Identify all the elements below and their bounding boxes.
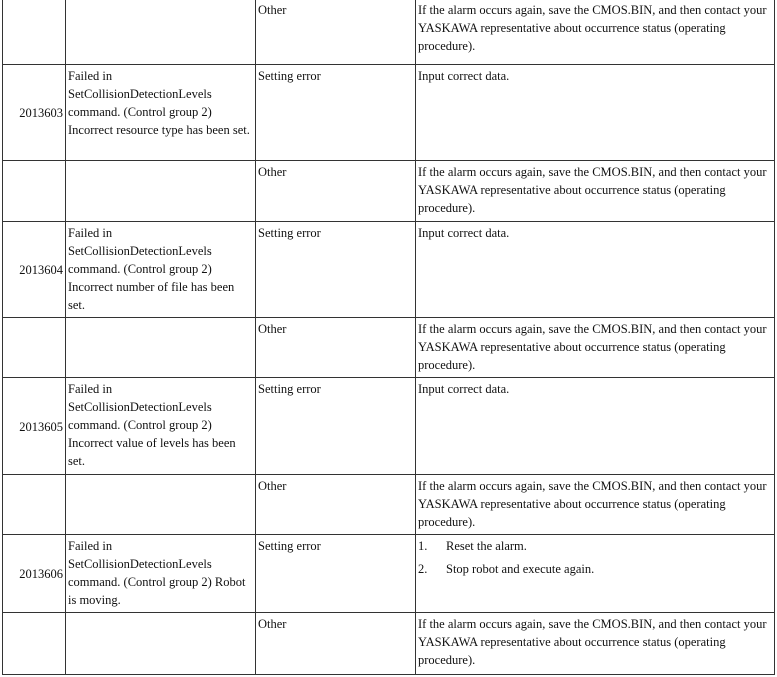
alarm-cause: Other (256, 318, 416, 378)
step-number: 2. (418, 562, 428, 576)
alarm-cause: Other (256, 613, 416, 675)
alarm-code: 2013606 (3, 535, 66, 613)
alarm-code (3, 475, 66, 535)
table-row (3, 161, 775, 222)
alarm-description: Failed in SetCollisionDetectionLevels command. (Control group 2) Incorrect value of levels has been set. (66, 378, 256, 475)
remedy-step (418, 560, 772, 578)
alarm-cause: Other (256, 475, 416, 535)
step-text: Stop robot and execute again. (446, 562, 595, 576)
alarm-remedy: Input correct data. (416, 65, 775, 161)
alarm-table (2, 0, 775, 675)
alarm-remedy: If the alarm occurs again, save the CMOS.BIN, and then contact your YASKAWA representative about occurrence status (operating procedure). (416, 318, 775, 378)
alarm-cause: Setting error (256, 222, 416, 318)
alarm-remedy: If the alarm occurs again, save the CMOS.BIN, and then contact your YASKAWA representative about occurrence status (operating procedure). (416, 161, 775, 222)
alarm-code (3, 613, 66, 675)
table-row (3, 65, 775, 161)
alarm-cause: Setting error (256, 535, 416, 613)
alarm-description: Failed in SetCollisionDetectionLevels command. (Control group 2) Incorrect number of file has been set. (66, 222, 256, 318)
alarm-remedy: Input correct data. (416, 222, 775, 318)
table-row (3, 535, 775, 613)
step-number: 1. (418, 539, 428, 553)
table-row (3, 378, 775, 475)
alarm-remedy: If the alarm occurs again, save the CMOS.BIN, and then contact your YASKAWA representative about occurrence status (operating procedure). (416, 475, 775, 535)
remedy-steps (418, 537, 772, 578)
alarm-description: Failed in SetCollisionDetectionLevels command. (Control group 2) Incorrect resource type has been set. (66, 65, 256, 161)
alarm-code (3, 161, 66, 222)
alarm-remedy: If the alarm occurs again, save the CMOS.BIN, and then contact your YASKAWA representative about occurrence status (operating procedure). (416, 0, 775, 65)
alarm-code: 2013605 (3, 378, 66, 475)
table-row (3, 475, 775, 535)
remedy-step (418, 537, 772, 555)
alarm-description (66, 318, 256, 378)
alarm-remedy: If the alarm occurs again, save the CMOS.BIN, and then contact your YASKAWA representative about occurrence status (operating procedure). (416, 613, 775, 675)
table-row (3, 613, 775, 675)
alarm-description (66, 475, 256, 535)
alarm-code: 2013603 (3, 65, 66, 161)
alarm-description (66, 0, 256, 65)
alarm-remedy: Input correct data. (416, 378, 775, 475)
step-text: Reset the alarm. (446, 539, 527, 553)
alarm-description (66, 161, 256, 222)
table-row (3, 0, 775, 65)
alarm-code (3, 318, 66, 378)
alarm-remedy (416, 535, 775, 613)
alarm-cause: Setting error (256, 65, 416, 161)
alarm-cause: Setting error (256, 378, 416, 475)
alarm-code (3, 0, 66, 65)
alarm-code: 2013604 (3, 222, 66, 318)
table-row (3, 318, 775, 378)
alarm-description (66, 613, 256, 675)
alarm-cause: Other (256, 161, 416, 222)
table-row (3, 222, 775, 318)
alarm-description: Failed in SetCollisionDetectionLevels command. (Control group 2) Robot is moving. (66, 535, 256, 613)
alarm-cause: Other (256, 0, 416, 65)
